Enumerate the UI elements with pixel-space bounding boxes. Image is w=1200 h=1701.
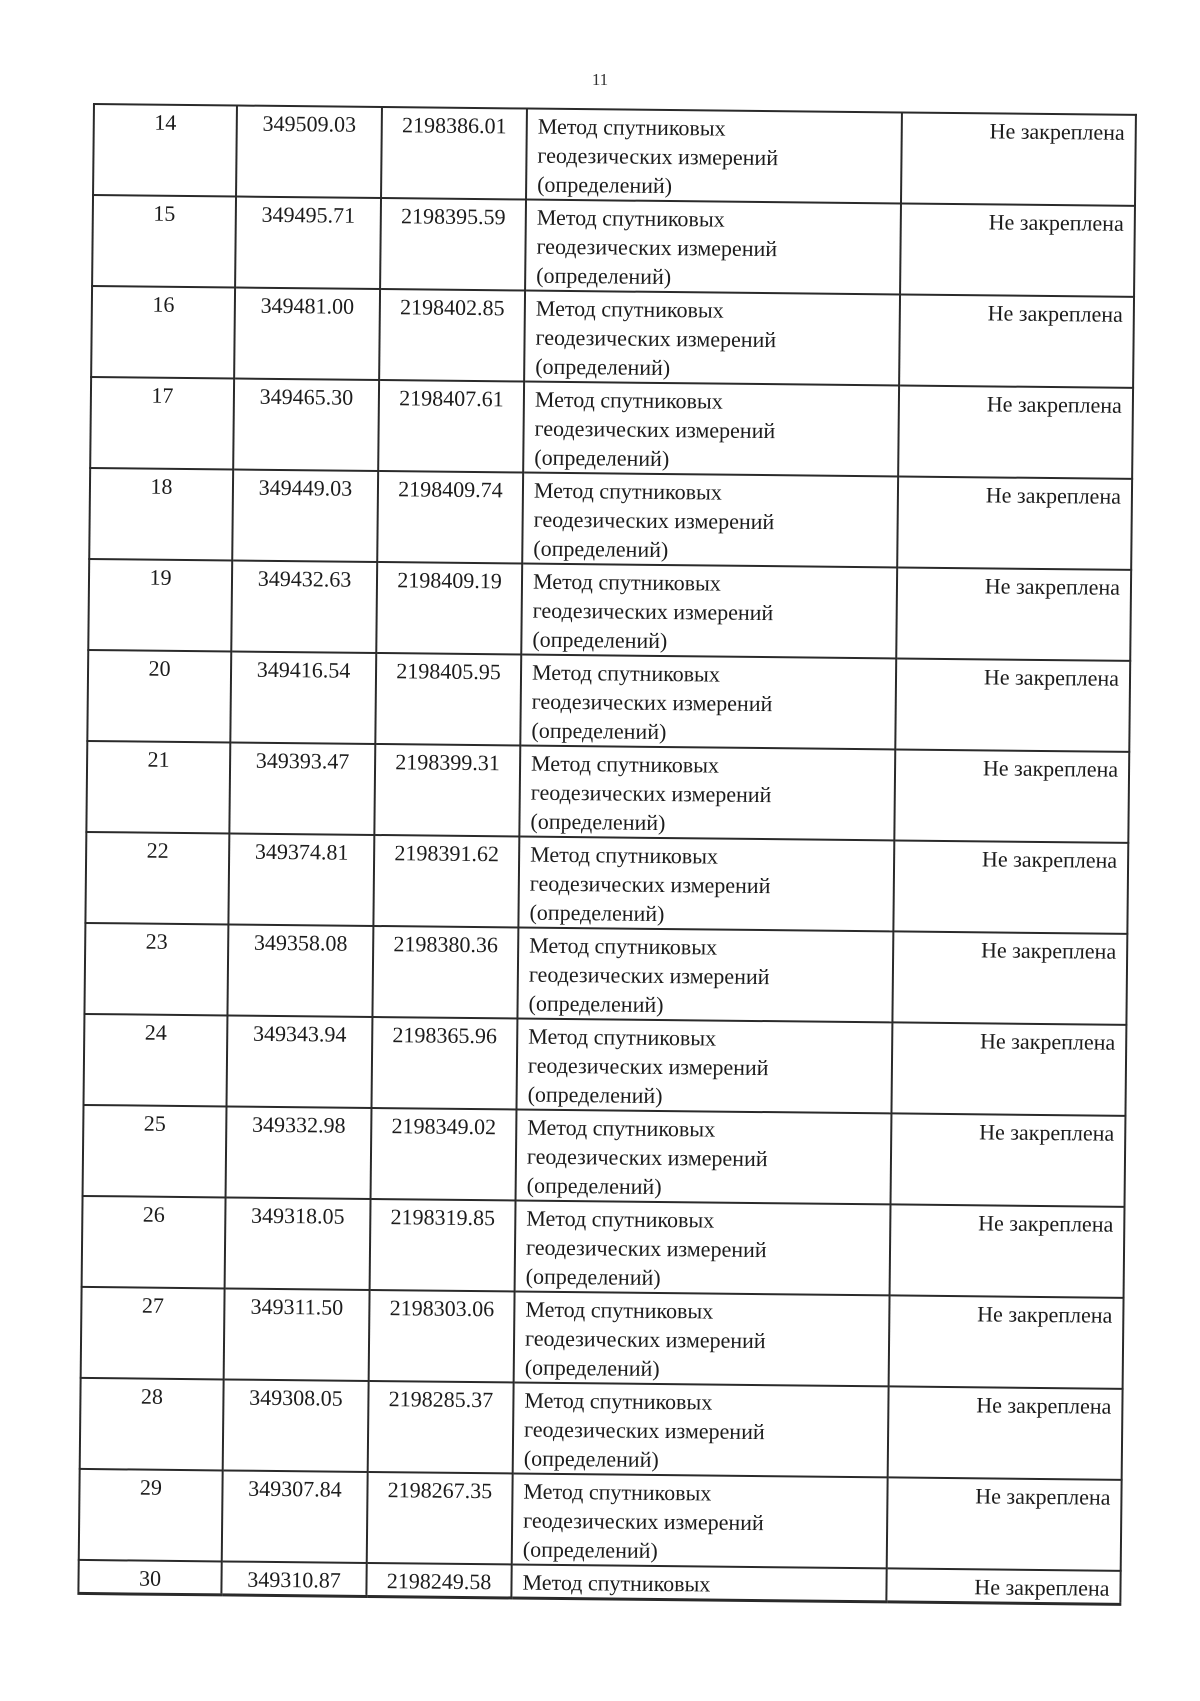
method-line: Метод спутниковых — [529, 932, 718, 960]
method-cell — [524, 291, 900, 386]
method-cell — [511, 1564, 886, 1601]
method-line: (определений) — [526, 1172, 662, 1200]
fixation-status-cell: Не закреплена — [893, 840, 1128, 933]
method-line: Метод спутниковых — [525, 1296, 714, 1324]
method-cell — [515, 1200, 891, 1295]
method-cell — [525, 200, 901, 295]
point-number-cell: 27 — [81, 1287, 225, 1379]
fixation-status-cell: Не закреплена — [892, 931, 1127, 1024]
table-row — [86, 741, 1129, 843]
method-line: (определений) — [528, 990, 664, 1018]
point-number-cell: 20 — [87, 650, 231, 742]
method-line: геодезических измерений — [530, 779, 772, 808]
x-coordinate-cell: 349332.98 — [226, 1106, 372, 1199]
method-cell — [526, 109, 902, 204]
table-row — [87, 650, 1130, 752]
x-coordinate-cell: 349318.05 — [225, 1197, 371, 1290]
point-number-cell: 17 — [90, 377, 234, 469]
method-line: геодезических измерений — [536, 233, 778, 262]
method-cell — [514, 1291, 890, 1386]
table-row — [80, 1378, 1123, 1480]
method-line: Метод спутниковых — [536, 204, 725, 232]
method-line: (определений) — [537, 171, 673, 199]
fixation-status-cell: Не закреплена — [894, 749, 1129, 842]
y-coordinate-cell: 2198407.61 — [378, 380, 524, 473]
method-line: (определений) — [535, 353, 671, 381]
y-coordinate-cell: 2198380.36 — [372, 926, 518, 1019]
method-line: Метод спутниковых — [530, 841, 719, 869]
method-line: (определений) — [530, 808, 666, 836]
method-line: геодезических измерений — [535, 324, 777, 353]
coordinates-table — [77, 103, 1137, 1606]
y-coordinate-cell: 2198399.31 — [374, 744, 520, 837]
fixation-status-cell: Не закреплена — [900, 203, 1135, 296]
point-number-cell: 14 — [93, 104, 237, 196]
point-number-cell: 21 — [86, 741, 230, 833]
method-cell — [516, 1018, 892, 1113]
point-number-cell: 28 — [80, 1378, 224, 1470]
table-row — [84, 1014, 1127, 1116]
table-row — [93, 104, 1136, 206]
table-row — [85, 832, 1128, 934]
x-coordinate-cell: 349449.03 — [232, 469, 378, 562]
method-line: (определений) — [533, 535, 669, 563]
y-coordinate-cell: 2198349.02 — [371, 1108, 517, 1201]
table-row — [83, 1105, 1126, 1207]
point-number-cell: 30 — [78, 1560, 221, 1595]
method-cell — [522, 473, 898, 568]
fixation-status-cell: Не закреплена — [898, 385, 1133, 478]
table-row — [91, 286, 1134, 388]
method-line: геодезических измерений — [534, 415, 776, 444]
fixation-status-cell: Не закреплена — [887, 1477, 1122, 1570]
method-cell — [521, 564, 897, 659]
method-line: Метод спутниковых — [535, 295, 724, 323]
method-line: геодезических измерений — [531, 688, 773, 717]
y-coordinate-cell: 2198405.95 — [375, 653, 521, 746]
method-line: геодезических измерений — [533, 506, 775, 535]
method-cell — [516, 1109, 892, 1204]
method-cell — [513, 1382, 889, 1477]
y-coordinate-cell: 2198386.01 — [381, 107, 527, 200]
method-line: геодезических измерений — [537, 142, 779, 171]
method-line: Метод спутниковых — [524, 1387, 713, 1415]
method-line: Метод спутниковых — [537, 113, 726, 141]
fixation-status-cell: Не закреплена — [891, 1022, 1126, 1115]
method-line: (определений) — [527, 1081, 663, 1109]
y-coordinate-cell: 2198409.74 — [377, 471, 523, 564]
point-number-cell: 29 — [79, 1469, 223, 1561]
method-line: (определений) — [536, 262, 672, 290]
x-coordinate-cell: 349495.71 — [235, 197, 381, 290]
method-cell — [518, 837, 894, 932]
method-line: Метод спутниковых — [526, 1205, 715, 1233]
table-row — [90, 377, 1133, 479]
fixation-status-cell: Не закреплена — [896, 567, 1131, 660]
fixation-status-cell: Не закреплена — [891, 1113, 1126, 1206]
method-line: Метод спутниковых — [534, 386, 723, 414]
x-coordinate-cell: 349311.50 — [224, 1288, 370, 1381]
method-line: Метод спутниковых — [531, 659, 721, 687]
y-coordinate-cell: 2198395.59 — [380, 198, 526, 291]
method-line: Метод спутниковых — [527, 1114, 716, 1142]
x-coordinate-cell: 349481.00 — [234, 287, 380, 380]
point-number-cell: 22 — [85, 832, 229, 924]
point-number-cell: 23 — [84, 923, 228, 1015]
method-cell — [520, 655, 896, 750]
y-coordinate-cell: 2198303.06 — [369, 1290, 515, 1383]
method-cell — [523, 382, 899, 477]
method-line: Метод спутниковых — [523, 1478, 712, 1506]
x-coordinate-cell: 349432.63 — [231, 560, 377, 653]
fixation-status-cell: Не закреплена — [886, 1568, 1120, 1604]
method-line: геодезических измерений — [529, 870, 771, 899]
x-coordinate-cell: 349393.47 — [229, 742, 375, 835]
x-coordinate-cell: 349416.54 — [230, 651, 376, 744]
table-row — [88, 559, 1131, 661]
y-coordinate-cell: 2198285.37 — [368, 1381, 514, 1474]
point-number-cell: 24 — [84, 1014, 228, 1106]
method-line: геодезических измерений — [532, 597, 774, 626]
x-coordinate-cell: 349310.87 — [221, 1561, 366, 1596]
method-line: Метод спутниковых — [528, 1023, 717, 1051]
y-coordinate-cell: 2198365.96 — [371, 1017, 517, 1110]
table-row — [92, 195, 1135, 297]
method-line: геодезических измерений — [526, 1143, 768, 1172]
point-number-cell: 19 — [88, 559, 232, 651]
method-line: (определений) — [523, 1445, 659, 1472]
x-coordinate-cell: 349374.81 — [228, 833, 374, 926]
method-line: геодезических измерений — [525, 1234, 767, 1263]
y-coordinate-cell: 2198249.58 — [366, 1563, 511, 1598]
method-line: (определений) — [531, 717, 667, 745]
x-coordinate-cell: 349307.84 — [222, 1470, 368, 1563]
method-line: геодезических измерений — [524, 1325, 766, 1354]
table-row — [82, 1196, 1125, 1298]
x-coordinate-cell: 349465.30 — [233, 378, 379, 471]
fixation-status-cell: Не закреплена — [890, 1204, 1125, 1297]
method-line: (определений) — [524, 1354, 660, 1382]
method-line: (определений) — [532, 626, 668, 654]
x-coordinate-cell: 349509.03 — [236, 106, 382, 199]
method-line: Метод спутниковых — [530, 750, 720, 778]
point-number-cell: 26 — [82, 1196, 226, 1288]
point-number-cell: 16 — [91, 286, 235, 378]
point-number-cell: 25 — [83, 1105, 227, 1197]
coordinates-table-body — [78, 104, 1136, 1604]
y-coordinate-cell: 2198267.35 — [367, 1472, 513, 1565]
y-coordinate-cell: 2198391.62 — [373, 835, 519, 928]
method-line: геодезических измерений — [527, 1052, 769, 1081]
table-row — [79, 1469, 1122, 1571]
method-line: (определений) — [522, 1536, 658, 1563]
fixation-status-cell: Не закреплена — [889, 1295, 1124, 1388]
fixation-status-cell: Не закреплена — [901, 112, 1136, 205]
method-line: (определений) — [534, 444, 670, 472]
method-line: Метод спутниковых — [533, 477, 722, 505]
method-cell — [517, 927, 893, 1022]
method-line: геодезических измерений — [528, 961, 770, 990]
y-coordinate-cell: 2198409.19 — [376, 562, 522, 655]
fixation-status-cell: Не закреплена — [899, 294, 1134, 387]
method-line: Метод спутниковых — [522, 1569, 711, 1597]
x-coordinate-cell: 349358.08 — [227, 924, 373, 1017]
fixation-status-cell: Не закреплена — [888, 1386, 1123, 1479]
x-coordinate-cell: 349308.05 — [223, 1379, 369, 1472]
method-line: геодезических измерений — [524, 1416, 765, 1445]
method-cell — [519, 746, 895, 841]
page-number: 11 — [591, 70, 609, 89]
table-row — [89, 468, 1132, 570]
y-coordinate-cell: 2198319.85 — [370, 1199, 516, 1292]
method-line: (определений) — [529, 899, 665, 927]
point-number-cell: 18 — [89, 468, 233, 560]
method-cell — [512, 1473, 888, 1568]
x-coordinate-cell: 349343.94 — [226, 1015, 372, 1108]
method-line: (определений) — [525, 1263, 661, 1291]
point-number-cell: 15 — [92, 195, 236, 287]
y-coordinate-cell: 2198402.85 — [379, 289, 525, 382]
fixation-status-cell: Не закреплена — [897, 476, 1132, 569]
table-row — [84, 923, 1127, 1025]
method-line: Метод спутниковых — [532, 568, 721, 596]
table-row — [81, 1287, 1124, 1389]
fixation-status-cell: Не закреплена — [895, 658, 1130, 751]
method-line: геодезических измерений — [523, 1507, 764, 1536]
